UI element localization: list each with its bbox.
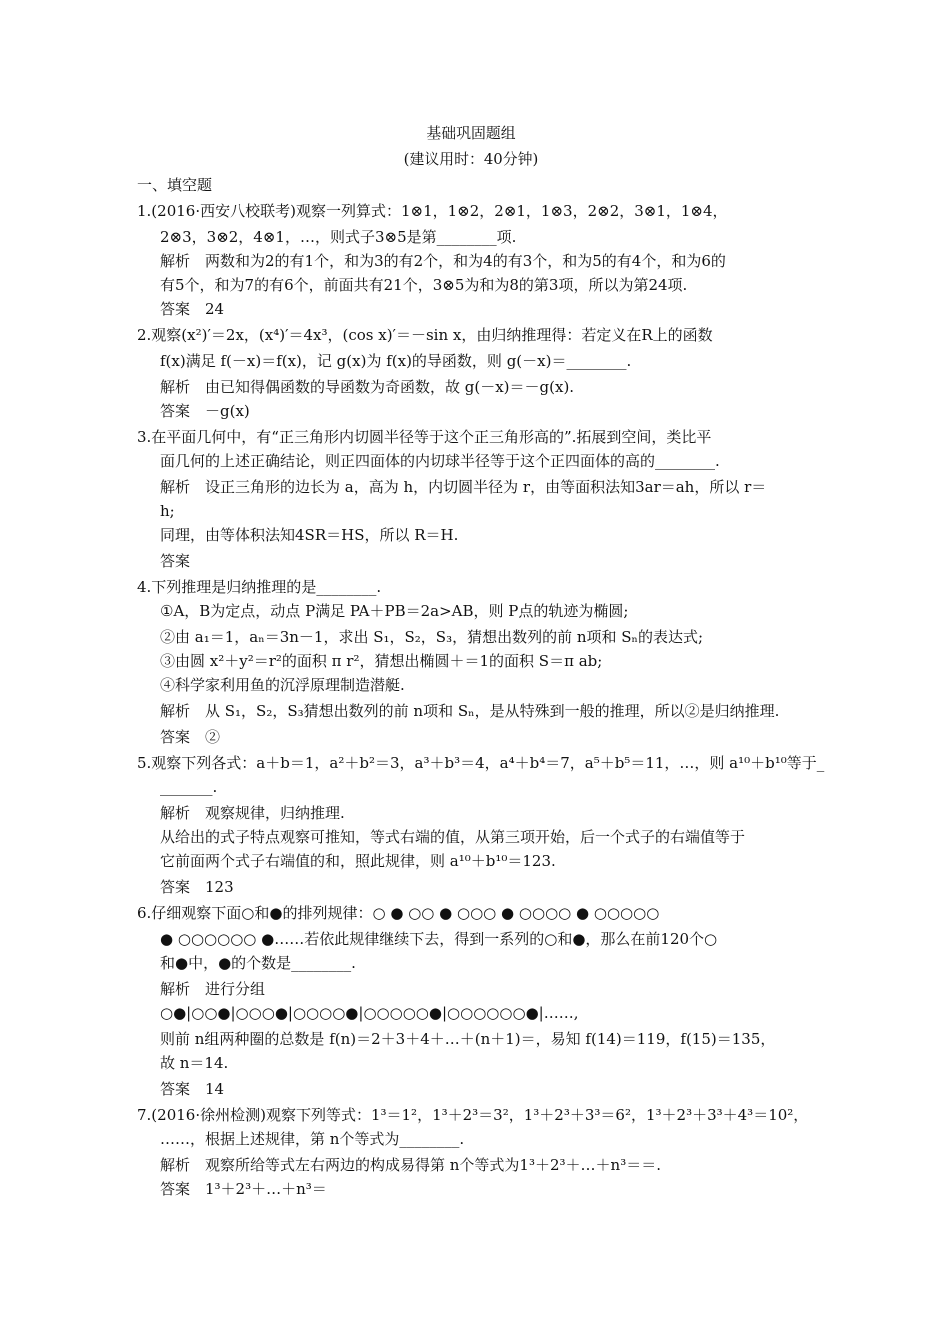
- text-line: 答案: [160, 552, 191, 570]
- text-line: ……，根据上述规律，第 n个等式为________.: [160, 1130, 465, 1148]
- text-line: 解析 进行分组: [160, 980, 266, 998]
- page-subtitle: (建议用时：40分钟): [403, 150, 539, 168]
- text-line: 从给出的式子特点观察可推知，等式右端的值，从第三项开始，后一个式子的右端值等于: [160, 828, 746, 846]
- text-line: 答案 ②: [160, 728, 221, 746]
- text-line: 它前面两个式子右端值的和，照此规律，则 a¹⁰＋b¹⁰＝123.: [160, 852, 556, 870]
- text-line: ②由 a₁＝1，aₙ＝3n－1，求出 S₁，S₂，S₃，猜想出数列的前 n项和 Sₙ的表达式;: [160, 628, 704, 646]
- text-line: 面几何的上述正确结论，则正四面体的内切球半径等于这个正四面体的高的________.: [160, 452, 720, 470]
- text-line: 5.观察下列各式：a＋b＝1，a²＋b²＝3，a³＋b³＝4，a⁴＋b⁴＝7，a⁵＋b⁵＝11，…，则 a¹⁰＋b¹⁰等于_: [137, 754, 825, 772]
- text-line: 有5个，和为7的有6个，前面共有21个，3⊗5为和为8的第3项，所以为第24项.: [160, 276, 688, 294]
- text-line: 答案 1³＋2³＋…＋n³＝: [160, 1180, 327, 1198]
- text-line: 解析 从 S₁，S₂，S₃猜想出数列的前 n项和 Sₙ，是从特殊到一般的推理，所以②是归纳推理.: [160, 702, 780, 720]
- text-line: ④科学家利用鱼的沉浮原理制造潜艇.: [160, 676, 405, 694]
- text-line: ③由圆 x²＋y²＝r²的面积 π r²，猜想出椭圆＋＝1的面积 S＝π ab;: [160, 652, 603, 670]
- text-line: 解析 观察规律，归纳推理.: [160, 804, 345, 822]
- text-line: 和●中，●的个数是________.: [160, 954, 356, 972]
- text-line: 故 n＝14.: [160, 1054, 229, 1072]
- text-line: 解析 两数和为2的有1个，和为3的有2个，和为4的有3个，和为5的有4个，和为6的: [160, 252, 726, 270]
- text-line: ①A，B为定点，动点 P满足 PA＋PB＝2a>AB，则 P点的轨迹为椭圆;: [160, 602, 629, 620]
- text-line: f(x)满足 f(－x)＝f(x)，记 g(x)为 f(x)的导函数，则 g(－x)＝________.: [160, 352, 632, 370]
- text-line: 同理，由等体积法知4SR＝HS，所以 R＝H.: [160, 526, 459, 544]
- text-line: 解析 由已知得偶函数的导函数为奇函数，故 g(－x)＝－g(x).: [160, 378, 575, 396]
- section-heading: 一、填空题: [137, 176, 213, 194]
- text-line: ● ○○○○○○ ●……若依此规律继续下去，得到一系列的○和●，那么在前120个○: [160, 930, 718, 948]
- text-line: 答案 123: [160, 878, 234, 896]
- text-line: 2⊗3，3⊗2，4⊗1，…，则式子3⊗5是第________项.: [160, 228, 517, 246]
- text-line: 2.观察(x²)′＝2x，(x⁴)′＝4x³，(cos x)′＝－sin x，由归纳推理得：若定义在R上的函数: [137, 326, 713, 344]
- text-line: _______.: [160, 778, 218, 796]
- text-line: 4.下列推理是归纳推理的是________.: [137, 578, 382, 596]
- text-line: 解析 设正三角形的边长为 a，高为 h，内切圆半径为 r，由等面积法知3ar＝ah，所以 r＝: [160, 478, 767, 496]
- text-line: h;: [160, 502, 175, 520]
- text-line: ○●|○○●|○○○●|○○○○●|○○○○○●|○○○○○○●|……,: [160, 1004, 579, 1022]
- text-line: 答案 24: [160, 300, 225, 318]
- text-line: 解析 观察所给等式左右两边的构成易得第 n个等式为1³＋2³＋…＋n³＝＝.: [160, 1156, 661, 1174]
- text-line: 1.(2016·西安八校联考)观察一列算式：1⊗1，1⊗2，2⊗1，1⊗3，2⊗2，3⊗1，1⊗4，: [137, 202, 728, 220]
- text-line: 3.在平面几何中，有“正三角形内切圆半径等于这个正三角形高的”.拓展到空间，类比平: [137, 428, 712, 446]
- text-line: 则前 n组两种圈的总数是 f(n)＝2＋3＋4＋…＋(n＋1)＝，易知 f(14)＝119，f(15)＝135，: [160, 1030, 776, 1048]
- text-line: 7.(2016·徐州检测)观察下列等式：1³＝1²，1³＋2³＝3²，1³＋2³＋3³＝6²，1³＋2³＋3³＋4³＝10²，: [137, 1106, 809, 1124]
- text-line: 6.仔细观察下面○和●的排列规律：○ ● ○○ ● ○○○ ● ○○○○ ● ○○○○○: [137, 904, 660, 922]
- text-line: 答案 －g(x): [160, 402, 250, 420]
- text-line: 答案 14: [160, 1080, 225, 1098]
- page-title: 基础巩固题组: [426, 124, 516, 142]
